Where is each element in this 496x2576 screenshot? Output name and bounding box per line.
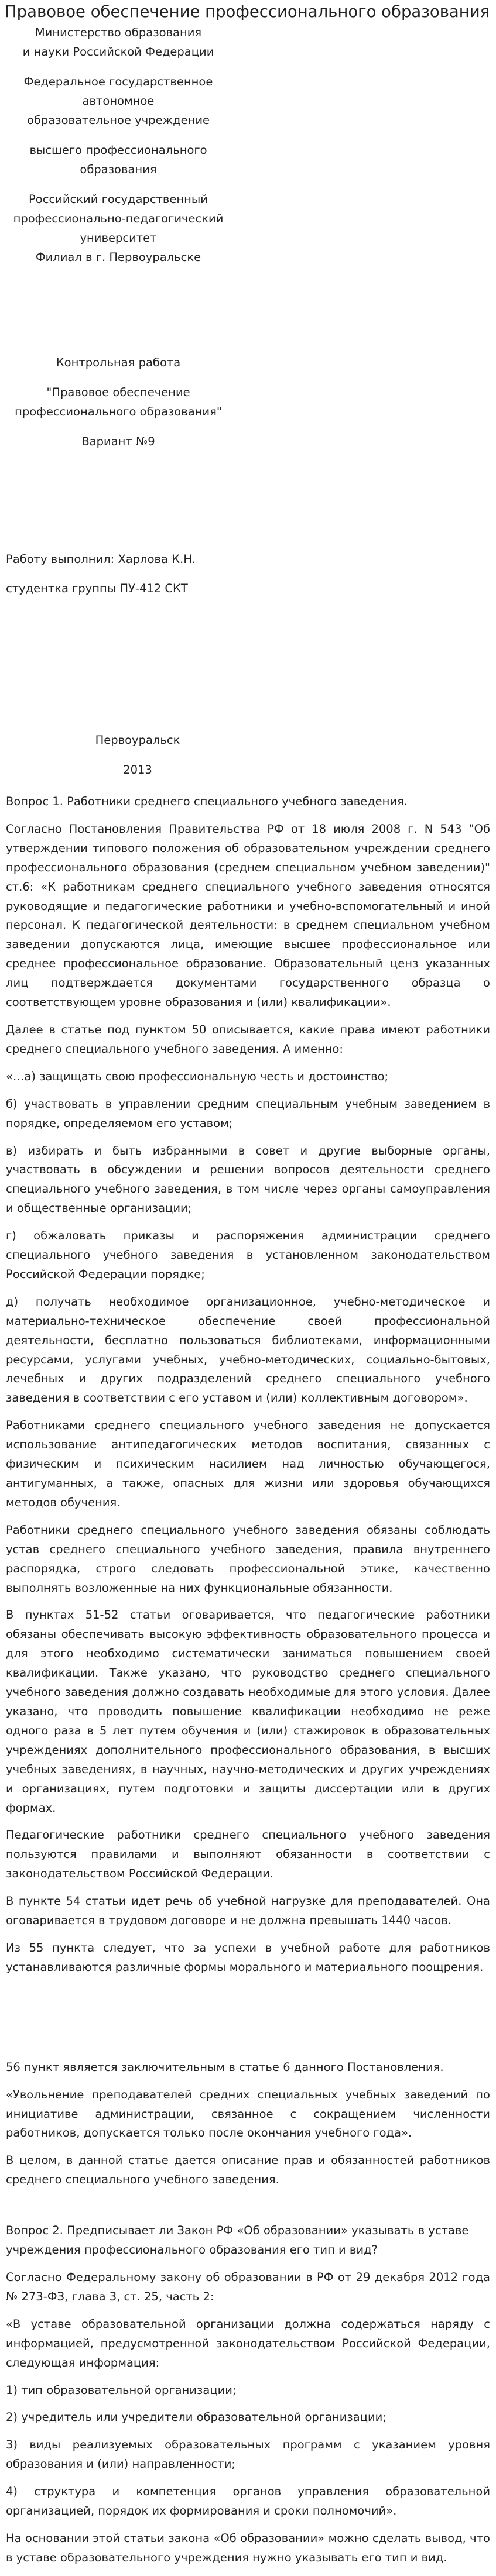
header-line: Филиал в г. Первоуральске [35, 250, 201, 264]
header-line: Министерство образования [35, 26, 202, 39]
year: 2013 [123, 763, 152, 777]
paragraph: Работники среднего специального учебного заведения обязаны соблюдать устав среднего специального учебного заведения, правила внутреннего распорядка, строго следовать профессиональной этике, качественно выполнять возложенные на них функциональные обязанности. [6, 1523, 490, 1595]
spacer [6, 2198, 490, 2221]
title-block [0, 353, 237, 451]
paragraph: Из 55 пункта следует, что за успехи в учебной работе для работников устанавливаются различные формы морального и материального поощрения. [6, 1940, 490, 1974]
spacer [6, 1986, 490, 2058]
work-title: "Правовое обеспечение [46, 386, 190, 399]
work-title: профессионального образования" [15, 405, 222, 418]
author-block [6, 549, 196, 598]
author-name: Работу выполнил: Харлова К.Н. [6, 552, 196, 566]
header-line: Российский государственный [29, 193, 208, 206]
paragraph: В пунктах 51-52 статьи оговаривается, что педагогические работники обязаны обеспечивать высокую эффективность образовательного процесса и для этого необходимо систематически заниматься повышением своей квалификации. Также указано, что руководство среднего специального учебного заведения должно создавать необходимые для этого условия. Далее указано, что проводить повышение квалификации необходимо не реже одного раза в 5 лет путем обучения и (или) стажировок в образовательных учреждениях дополнительного профессионального образования, в высших учебных заведениях, в научных, научно-методических и других учреждениях и организациях, путем подготовки и защиты диссертации или в других формах. [6, 1608, 490, 1815]
list-item: 2) учредитель или учредители образовательной организации; [6, 2410, 386, 2424]
paragraph: «В уставе образовательной организации должна содержаться наряду с информацией, предусмотренной законодательством Российской Федерации, следующая информация: [6, 2317, 490, 2369]
paragraph: 56 пункт является заключительным в статье 6 данного Постановления. [6, 2060, 444, 2074]
header-line: и науки Российской Федерации [22, 45, 214, 59]
list-item: «…а) защищать свою профессиональную честь и достоинство; [6, 1069, 389, 1083]
question-2-heading: Вопрос 2. Предписывает ли Закон РФ «Об образовании» указывать в уставе учреждения профессионального образования его тип и вид? [6, 2224, 469, 2257]
header-line: университет [80, 231, 157, 245]
list-item: д) получать необходимое организационное, учебно-методическое и материально-техническое обеспечение своей профессиональной деятельности, бесплатно пользоваться библиотеками, информационными ресурсами, услугами учебных, учебно-методических, социально-бытовых, лечебных и других подразделений среднего специального учебного заведения в соответствии с его уставом и (или) коллективным договором». [6, 1294, 490, 1405]
paragraph: В пункте 54 статьи идет речь об учебной нагрузке для преподавателей. Она оговаривается в трудовом договоре и не должна превышать 1440 часов. [6, 1894, 490, 1928]
footer-block [0, 730, 275, 779]
header-line: высшего профессионального образования [29, 143, 207, 176]
question-1-heading: Вопрос 1. Работники среднего специального учебного заведения. [6, 795, 408, 808]
paragraph: Согласно Федеральному закону об образовании в РФ от 29 декабря 2012 года № 273-ФЗ, глава 3, ст. 25, часть 2: [6, 2271, 490, 2303]
work-type: Контрольная работа [56, 356, 181, 369]
institution-header [0, 23, 237, 267]
list-item: 4) структура и компетенция органов управления образовательной организацией, порядок их формирования и сроки полномочий». [6, 2485, 490, 2518]
document-body [6, 792, 490, 2576]
paragraph: Работниками среднего специального учебного заведения не допускается использование антипедагогических методов воспитания, связанных с физическим и психическим насилием над личностью обучающегося, антигуманных, а также, опасных для жизни или здоровья обучающихся методов обучения. [6, 1418, 490, 1509]
header-line: Федеральное государственное автономное [23, 75, 213, 108]
variant-number: Вариант №9 [81, 435, 155, 448]
paragraph: Далее в статье под пунктом 50 описывается, какие права имеют работники среднего специального учебного заведения. А именно: [6, 1022, 490, 1056]
city: Первоуральск [95, 733, 180, 747]
paragraph: «Увольнение преподавателей средних специальных учебных заведений по инициативе администрации, связанное с сокращением численности работников, допускается только после окончания учебного года». [6, 2087, 490, 2140]
list-item: г) обжаловать приказы и распоряжения администрации среднего специального учебного заведения в установленном законодательством Российской Федерации порядке; [6, 1229, 490, 1281]
page-title: Правовое обеспечение профессионального образования [5, 2, 490, 21]
list-item: 1) тип образовательной организации; [6, 2383, 237, 2397]
header-line: профессионально-педагогический [13, 212, 224, 225]
paragraph: Согласно Постановления Правительства РФ от 18 июля 2008 г. N 543 "Об утверждении типового положения об образовательном учреждении среднего профессионального образования (среднем специальном учебном заведении)" ст.6: «К работникам среднего специального учебного заведения относятся руководящие и педагогические работники и учебно-вспомогательный и иной персонал. К педагогической деятельности: в среднем специальном учебном заведении допускаются лица, имеющие высшее профессиональное или среднее профессиональное образование. Образовательный ценз указанных лиц подтверждается документами государственного образца о соответствующем уровне образования и (или) квалификации». [6, 822, 490, 1009]
paragraph: Педагогические работники среднего специального учебного заведения пользуются правилами и выполняют обязанности в соответствии с законодательством Российской Федерации. [6, 1828, 490, 1881]
paragraph: В целом, в данной статье дается описание прав и обязанностей работников среднего специального учебного заведения. [6, 2153, 490, 2187]
author-group: студентка группы ПУ-412 СКТ [6, 582, 188, 595]
header-line: образовательное учреждение [26, 114, 210, 127]
list-item: в) избирать и быть избранными в совет и другие выборные органы, участвовать в обсуждении и решении вопросов деятельности среднего специального учебного заведения, в том числе через органы самоуправления и общественные организации; [6, 1143, 490, 1215]
paragraph: На основании этой статьи закона «Об образовании» можно сделать вывод, что в уставе образовательного учреждения нужно указывать его тип и вид. [6, 2531, 490, 2564]
list-item: б) участвовать в управлении средним специальным учебным заведением в порядке, определяемом его уставом; [6, 1097, 490, 1130]
list-item: 3) виды реализуемых образовательных программ с указанием уровня образования и (или) направленности; [6, 2438, 490, 2471]
